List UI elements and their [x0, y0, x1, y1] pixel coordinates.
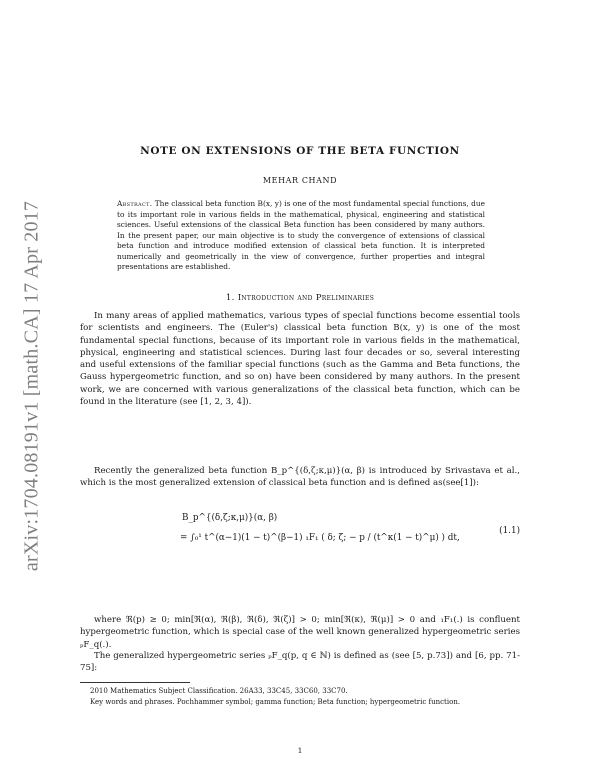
- intro-paragraph-4: The generalized hypergeometric series ₚF_q(p, q ∈ ℕ) is defined as (see [5, p.73]) and [6, pp. 71-75]:: [80, 651, 520, 674]
- footnote-keywords: Key words and phrases. Pochhammer symbol; gamma function; Beta function; hypergeometric function.: [90, 698, 461, 706]
- page-number: 1: [297, 746, 303, 755]
- footnote-msc: 2010 Mathematics Subject Classification. 26A33, 33C45, 33C60, 33C70.: [90, 687, 348, 695]
- intro-paragraph-2: Recently the generalized beta function B_p^{(δ,ζ;κ,μ)}(α, β) is introduced by Srivastava et al., which is the most generalized extension of classical beta function and is defined as(see[1]):: [80, 466, 520, 489]
- abstract: [117, 199, 485, 273]
- abstract-text: The classical beta function B(x, y) is one of the most fundamental special functions, due to its important role in various fields in the mathematical, physical, engineering and statistical sciences. Useful extensions of the classical Beta function has been considered by many authors. In the present paper, our main objective is to study the convergence of extensions of classical beta function and introduce modified extension of classical beta function. It is interpreted numerically and geometrically in the view of convergence, further properties and integral presentations are established.: [117, 199, 485, 271]
- equation-number: (1.1): [499, 526, 520, 536]
- intro-paragraph-3: where ℜ(p) ≥ 0; min[ℜ(α), ℜ(β), ℜ(δ), ℜ(ζ)] > 0; min[ℜ(κ), ℜ(μ)] > 0 and ₁F₁(.) is confluent hypergeometric function, which is special case of the well known generalized hypergeometric series ₚF_q(.).: [80, 615, 520, 650]
- equation-lhs: B_p^{(δ,ζ;κ,μ)}(α, β): [182, 513, 278, 523]
- author-name: MEHAR CHAND: [262, 176, 338, 185]
- abstract-heading: Abstract.: [117, 199, 153, 208]
- equation-rhs: = ∫₀¹ t^(α−1)(1 − t)^(β−1) ₁F₁ ( δ; ζ; − p / (t^κ(1 − t)^μ) ) dt,: [180, 533, 460, 543]
- intro-paragraph-1: In many areas of applied mathematics, various types of special functions become essential tools for scientists and engineers. The (Euler's) classical beta function B(x, y) is one of the most fundamental special functions, because of its important role in various fields in the mathematical, physical, engineering and statistical sciences. During last four decades or so, several interesting and useful extensions of the familiar special functions (such as the Gamma and Beta functions, the Gauss hypergeometric function, and so on) have been considered by many authors. In the present work, we are concerned with various generalizations of the classical beta function, which can be found in the literature (see [1, 2, 3, 4]).: [80, 311, 520, 408]
- arxiv-stamp: arXiv:1704.08191v1 [math.CA] 17 Apr 2017: [20, 200, 43, 572]
- equation-1-1: [180, 513, 520, 559]
- section-heading: 1. Introduction and Preliminaries: [225, 293, 375, 303]
- footnote-rule: [80, 682, 190, 683]
- paper-title: NOTE ON EXTENSIONS OF THE BETA FUNCTION: [140, 145, 460, 157]
